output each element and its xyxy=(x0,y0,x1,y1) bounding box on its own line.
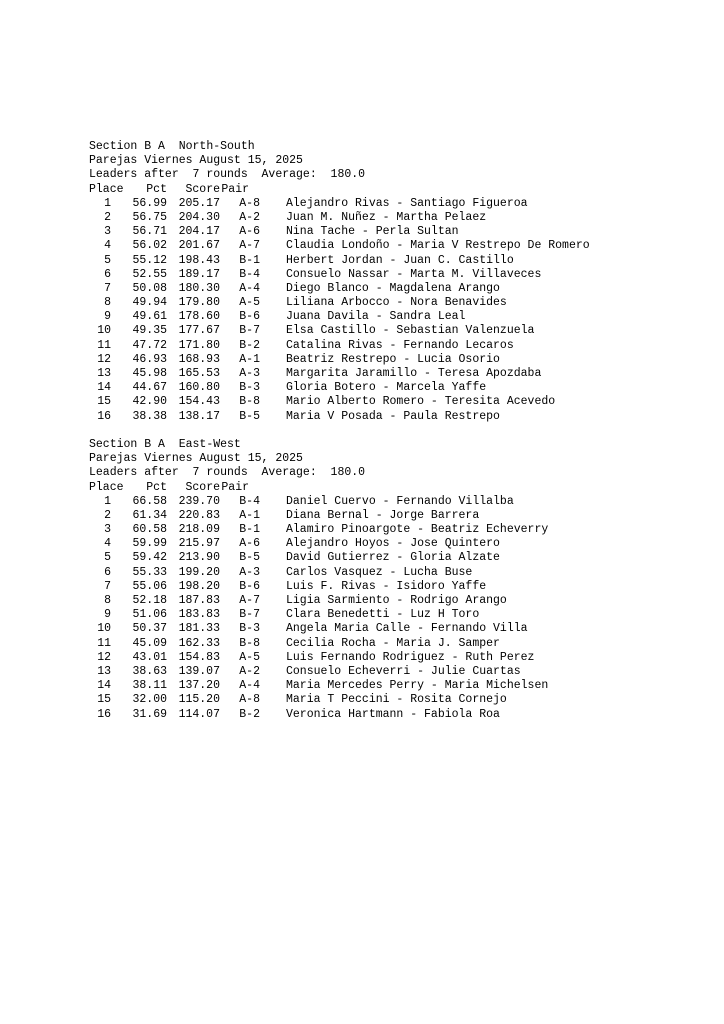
place-cell: 6 xyxy=(104,565,111,579)
pct-cell: 55.33 xyxy=(132,565,167,579)
names-cell: Liliana Arbocco - Nora Benavides xyxy=(286,296,507,310)
table-row xyxy=(89,239,590,253)
pair-cell: A-5 xyxy=(239,650,260,664)
table-row xyxy=(89,211,590,225)
table-row xyxy=(89,608,590,622)
table-row xyxy=(89,254,590,268)
names-cell: Beatriz Restrepo - Lucia Osorio xyxy=(286,352,500,366)
pct-cell: 55.12 xyxy=(132,253,167,267)
place-cell: 16 xyxy=(97,707,111,721)
pair-cell: A-2 xyxy=(239,210,260,224)
pair-cell: B-5 xyxy=(239,409,260,423)
place-cell: 4 xyxy=(104,537,111,551)
names-cell: Juana Davila - Sandra Leal xyxy=(286,310,466,324)
score-cell: 198.43 xyxy=(178,253,220,267)
names-cell: Maria V Posada - Paula Restrepo xyxy=(286,409,500,423)
place-cell: 7 xyxy=(104,281,111,295)
pair-cell: B-3 xyxy=(239,622,260,636)
score-cell: 204.30 xyxy=(178,210,220,224)
pair-cell: B-1 xyxy=(239,523,260,537)
names-cell: Luis F. Rivas - Isidoro Yaffe xyxy=(286,579,487,593)
pct-cell: 52.18 xyxy=(132,594,167,607)
score-cell: 218.09 xyxy=(178,523,220,537)
score-cell: 189.17 xyxy=(178,267,220,281)
place-cell: 12 xyxy=(97,650,111,664)
names-cell: Daniel Cuervo - Fernando Villalba xyxy=(286,494,514,508)
names-cell: Consuelo Echeverri - Julie Cuartas xyxy=(286,664,521,678)
column-header-score: Score xyxy=(185,182,220,196)
place-cell: 4 xyxy=(104,239,111,253)
place-cell: 5 xyxy=(104,551,111,565)
pair-cell: A-7 xyxy=(239,239,260,253)
pct-cell: 56.02 xyxy=(132,239,167,253)
names-cell: Alejandro Rivas - Santiago Figueroa xyxy=(286,196,528,210)
score-cell: 137.20 xyxy=(178,679,220,693)
table-row xyxy=(89,282,590,296)
table-row xyxy=(89,339,590,353)
place-cell: 9 xyxy=(104,310,111,324)
event-title: Parejas Viernes August 15, 2025 xyxy=(89,452,303,466)
place-cell: 12 xyxy=(97,352,111,366)
results-section xyxy=(89,438,590,722)
score-cell: 154.83 xyxy=(178,650,220,664)
pair-cell: A-3 xyxy=(239,367,260,380)
leaders-line: Leaders after 7 rounds Average: 180.0 xyxy=(89,466,366,480)
pct-cell: 45.09 xyxy=(132,636,167,650)
pct-cell: 55.06 xyxy=(132,579,167,593)
pct-cell: 49.94 xyxy=(132,296,167,310)
leaders-line: Leaders after 7 rounds Average: 180.0 xyxy=(89,168,366,182)
score-cell: 178.60 xyxy=(178,310,220,324)
pair-cell: B-5 xyxy=(239,551,260,565)
place-cell: 5 xyxy=(104,253,111,267)
names-cell: Alamiro Pinoargote - Beatriz Echeverry xyxy=(286,523,549,537)
pct-cell: 49.61 xyxy=(132,310,167,324)
column-header-place: Place xyxy=(89,480,124,494)
names-cell: Ligia Sarmiento - Rodrigo Arango xyxy=(286,594,507,607)
pair-cell: A-8 xyxy=(239,693,260,707)
pct-cell: 46.93 xyxy=(132,352,167,366)
pair-cell: B-2 xyxy=(239,707,260,721)
names-cell: Catalina Rivas - Fernando Lecaros xyxy=(286,338,514,352)
pct-cell: 51.06 xyxy=(132,608,167,622)
place-cell: 1 xyxy=(104,494,111,508)
place-cell: 11 xyxy=(97,338,111,352)
pair-cell: A-1 xyxy=(239,352,260,366)
place-cell: 3 xyxy=(104,523,111,537)
results-document xyxy=(89,140,590,722)
place-cell: 8 xyxy=(104,296,111,310)
pair-cell: B-7 xyxy=(239,324,260,338)
names-cell: Nina Tache - Perla Sultan xyxy=(286,225,459,239)
pair-cell: B-8 xyxy=(239,395,260,409)
score-cell: 213.90 xyxy=(178,551,220,565)
score-cell: 181.33 xyxy=(178,622,220,636)
pct-cell: 32.00 xyxy=(132,693,167,707)
column-header-row xyxy=(89,481,590,495)
pair-cell: B-1 xyxy=(239,253,260,267)
section-title: Section B A North-South xyxy=(89,140,255,153)
pct-cell: 66.58 xyxy=(132,494,167,508)
results-section xyxy=(89,140,590,424)
table-row xyxy=(89,665,590,679)
names-cell: Mario Alberto Romero - Teresita Acevedo xyxy=(286,395,556,409)
score-cell: 183.83 xyxy=(178,608,220,622)
score-cell: 160.80 xyxy=(178,381,220,395)
score-cell: 179.80 xyxy=(178,296,220,310)
pct-cell: 49.35 xyxy=(132,324,167,338)
place-cell: 3 xyxy=(104,225,111,239)
score-cell: 199.20 xyxy=(178,565,220,579)
pair-cell: B-2 xyxy=(239,338,260,352)
table-row xyxy=(89,495,590,509)
score-cell: 115.20 xyxy=(178,693,220,707)
table-row xyxy=(89,523,590,537)
pair-cell: A-4 xyxy=(239,281,260,295)
names-cell: Clara Benedetti - Luz H Toro xyxy=(286,608,480,622)
score-cell: 138.17 xyxy=(178,409,220,423)
pair-cell: B-6 xyxy=(239,579,260,593)
pct-cell: 61.34 xyxy=(132,508,167,522)
pct-cell: 59.42 xyxy=(132,551,167,565)
pair-cell: A-4 xyxy=(239,679,260,693)
pair-cell: B-7 xyxy=(239,608,260,622)
pct-cell: 50.08 xyxy=(132,281,167,295)
names-cell: Margarita Jaramillo - Teresa Apozdaba xyxy=(286,367,542,380)
place-cell: 13 xyxy=(97,367,111,380)
pair-cell: A-6 xyxy=(239,225,260,239)
pct-cell: 38.63 xyxy=(132,664,167,678)
table-row xyxy=(89,509,590,523)
table-row xyxy=(89,622,590,636)
table-row xyxy=(89,410,590,424)
table-row xyxy=(89,708,590,722)
pair-cell: B-8 xyxy=(239,636,260,650)
column-header-pct: Pct xyxy=(146,480,167,494)
score-cell: 198.20 xyxy=(178,579,220,593)
names-cell: David Gutierrez - Gloria Alzate xyxy=(286,551,500,565)
names-cell: Carlos Vasquez - Lucha Buse xyxy=(286,565,473,579)
pct-cell: 38.11 xyxy=(132,679,167,693)
place-cell: 9 xyxy=(104,608,111,622)
pct-cell: 31.69 xyxy=(132,707,167,721)
place-cell: 1 xyxy=(104,196,111,210)
place-cell: 7 xyxy=(104,579,111,593)
score-cell: 168.93 xyxy=(178,352,220,366)
table-row xyxy=(89,679,590,693)
names-cell: Veronica Hartmann - Fabiola Roa xyxy=(286,707,500,721)
table-row xyxy=(89,268,590,282)
names-cell: Herbert Jordan - Juan C. Castillo xyxy=(286,253,514,267)
pct-cell: 60.58 xyxy=(132,523,167,537)
pct-cell: 47.72 xyxy=(132,338,167,352)
pair-cell: B-6 xyxy=(239,310,260,324)
column-header-pct: Pct xyxy=(146,182,167,196)
names-cell: Maria Mercedes Perry - Maria Michelsen xyxy=(286,679,549,693)
names-cell: Cecilia Rocha - Maria J. Samper xyxy=(286,636,500,650)
place-cell: 6 xyxy=(104,267,111,281)
names-cell: Elsa Castillo - Sebastian Valenzuela xyxy=(286,324,535,338)
table-row xyxy=(89,580,590,594)
names-cell: Diego Blanco - Magdalena Arango xyxy=(286,281,500,295)
score-cell: 220.83 xyxy=(178,508,220,522)
place-cell: 16 xyxy=(97,409,111,423)
place-cell: 15 xyxy=(97,693,111,707)
pair-cell: A-2 xyxy=(239,664,260,678)
table-row xyxy=(89,395,590,409)
pct-cell: 56.71 xyxy=(132,225,167,239)
pct-cell: 52.55 xyxy=(132,267,167,281)
score-cell: 177.67 xyxy=(178,324,220,338)
names-cell: Angela Maria Calle - Fernando Villa xyxy=(286,622,528,636)
place-cell: 15 xyxy=(97,395,111,409)
score-cell: 171.80 xyxy=(178,338,220,352)
score-cell: 215.97 xyxy=(178,537,220,551)
pct-cell: 44.67 xyxy=(132,381,167,395)
place-cell: 10 xyxy=(97,622,111,636)
score-cell: 205.17 xyxy=(178,196,220,210)
names-cell: Gloria Botero - Marcela Yaffe xyxy=(286,381,487,395)
pct-cell: 59.99 xyxy=(132,537,167,551)
score-cell: 154.43 xyxy=(178,395,220,409)
place-cell: 11 xyxy=(97,636,111,650)
names-cell: Maria T Peccini - Rosita Cornejo xyxy=(286,693,507,707)
section-title: Section B A East-West xyxy=(89,437,241,451)
pair-cell: B-4 xyxy=(239,494,260,508)
pct-cell: 43.01 xyxy=(132,650,167,664)
column-header-place: Place xyxy=(89,182,124,196)
score-cell: 180.30 xyxy=(178,281,220,295)
score-cell: 204.17 xyxy=(178,225,220,239)
table-row xyxy=(89,367,590,381)
column-header-pair: Pair xyxy=(221,480,249,494)
table-row xyxy=(89,310,590,324)
table-row xyxy=(89,637,590,651)
names-cell: Consuelo Nassar - Marta M. Villaveces xyxy=(286,267,542,281)
place-cell: 10 xyxy=(97,324,111,338)
table-row xyxy=(89,225,590,239)
names-cell: Juan M. Nuñez - Martha Pelaez xyxy=(286,210,487,224)
table-row xyxy=(89,324,590,338)
score-cell: 162.33 xyxy=(178,636,220,650)
pair-cell: A-8 xyxy=(239,196,260,210)
score-cell: 239.70 xyxy=(178,494,220,508)
pair-cell: B-3 xyxy=(239,381,260,395)
table-row xyxy=(89,353,590,367)
score-cell: 114.07 xyxy=(178,707,220,721)
pct-cell: 38.38 xyxy=(132,409,167,423)
place-cell: 2 xyxy=(104,210,111,224)
score-cell: 201.67 xyxy=(178,239,220,253)
table-row xyxy=(89,551,590,565)
names-cell: Claudia Londoño - Maria V Restrepo De Romero xyxy=(286,239,590,253)
score-cell: 187.83 xyxy=(178,594,220,607)
pair-cell: A-5 xyxy=(239,296,260,310)
pair-cell: A-6 xyxy=(239,537,260,551)
place-cell: 2 xyxy=(104,508,111,522)
pct-cell: 42.90 xyxy=(132,395,167,409)
place-cell: 14 xyxy=(97,679,111,693)
table-row xyxy=(89,566,590,580)
pair-cell: A-7 xyxy=(239,594,260,607)
pct-cell: 50.37 xyxy=(132,622,167,636)
place-cell: 14 xyxy=(97,381,111,395)
table-row xyxy=(89,594,590,608)
table-row xyxy=(89,296,590,310)
table-row xyxy=(89,537,590,551)
table-row xyxy=(89,651,590,665)
table-row xyxy=(89,693,590,707)
column-header-pair: Pair xyxy=(221,182,249,196)
event-title: Parejas Viernes August 15, 2025 xyxy=(89,154,303,168)
place-cell: 13 xyxy=(97,664,111,678)
pair-cell: A-1 xyxy=(239,508,260,522)
place-cell: 8 xyxy=(104,594,111,607)
score-cell: 139.07 xyxy=(178,664,220,678)
pct-cell: 45.98 xyxy=(132,367,167,380)
pct-cell: 56.99 xyxy=(132,196,167,210)
table-row xyxy=(89,381,590,395)
names-cell: Diana Bernal - Jorge Barrera xyxy=(286,508,480,522)
column-header-row xyxy=(89,183,590,197)
score-cell: 165.53 xyxy=(178,367,220,380)
pct-cell: 56.75 xyxy=(132,210,167,224)
table-row xyxy=(89,197,590,211)
pair-cell: A-3 xyxy=(239,565,260,579)
names-cell: Alejandro Hoyos - Jose Quintero xyxy=(286,537,500,551)
column-header-score: Score xyxy=(185,480,220,494)
pair-cell: B-4 xyxy=(239,267,260,281)
names-cell: Luis Fernando Rodriguez - Ruth Perez xyxy=(286,650,535,664)
